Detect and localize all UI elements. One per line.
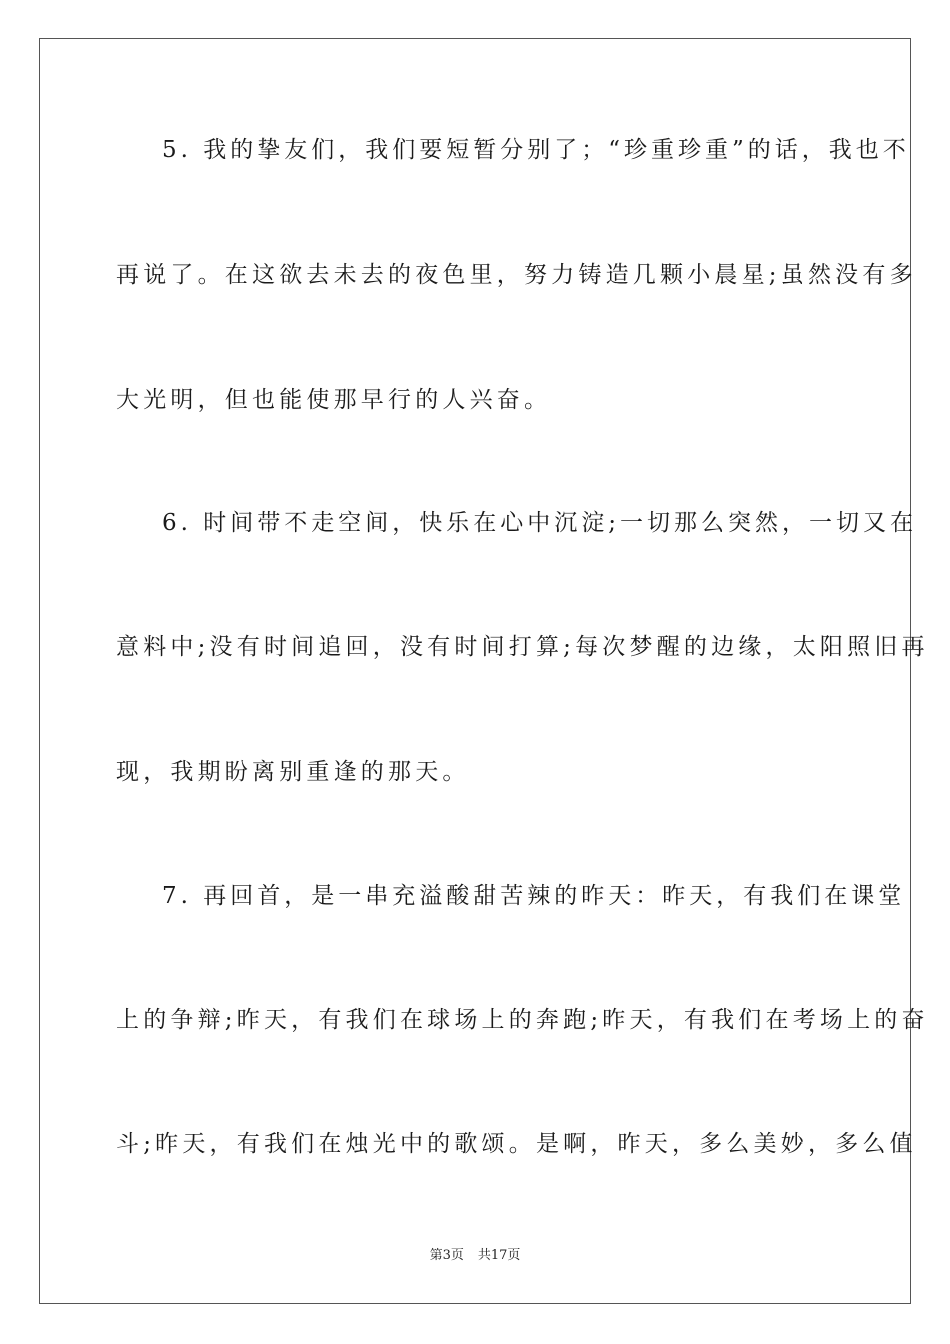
- page-footer: [0, 1244, 950, 1263]
- paragraph-5-line-1: 5. 我的挚友们，我们要短暂分别了；“珍重珍重”的话，我也不: [162, 137, 910, 163]
- paragraph-6-line-1: 6. 时间带不走空间，快乐在心中沉淀;一切那么突然，一切又在: [162, 510, 918, 536]
- paragraph-7-line-3: 斗;昨天，有我们在烛光中的歌颂。是啊，昨天，多么美妙，多么值: [116, 1131, 917, 1157]
- paragraph-7-line-1: 7. 再回首，是一串充溢酸甜苦辣的昨天：昨天，有我们在课堂: [162, 883, 906, 909]
- paragraph-5-line-3: 大光明，但也能使那早行的人兴奋。: [116, 387, 552, 413]
- page-number-total: 共17页: [477, 1248, 521, 1263]
- paragraph-5-line-2: 再说了。在这欲去未去的夜色里，努力铸造几颗小晨星;虽然没有多: [116, 262, 917, 288]
- paragraph-7-line-2: 上的争辩;昨天，有我们在球场上的奔跑;昨天，有我们在考场上的奋: [116, 1007, 929, 1033]
- page-border: [39, 38, 929, 1304]
- page-number-current: 第3页: [429, 1248, 464, 1263]
- paragraph-6-line-3: 现，我期盼离别重逢的那天。: [116, 759, 470, 785]
- paragraph-6-line-2: 意料中;没有时间追回，没有时间打算;每次梦醒的边缘，太阳照旧再: [116, 634, 929, 660]
